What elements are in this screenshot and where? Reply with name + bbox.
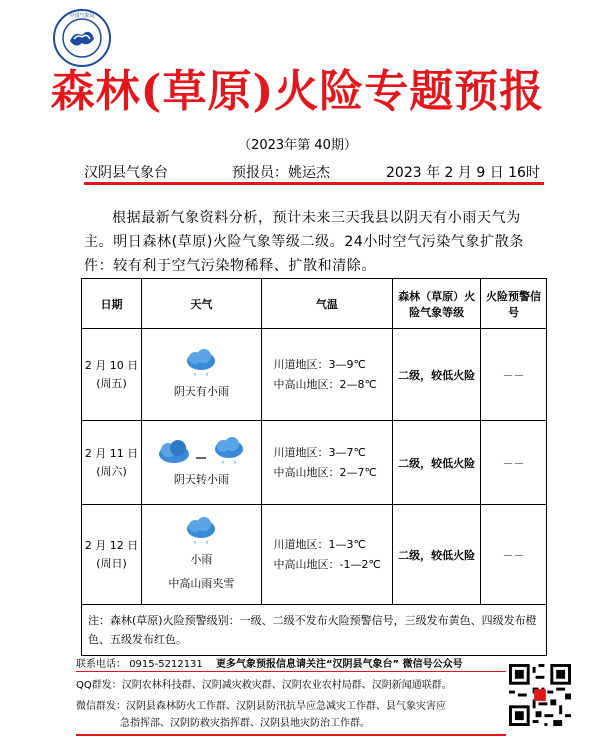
phone-label: 联系电话： bbox=[76, 659, 126, 670]
temp-valley: 川道地区：3—7℃ bbox=[273, 445, 366, 459]
row-weather: 小雨 bbox=[190, 553, 213, 566]
issue-datetime: 2023 年 2 月 9 日 16时 bbox=[386, 165, 540, 181]
qq-groups: QQ群发：汉阴农林科技群、汉阴减灾救灾群、汉阴农业农村局群、汉阴新闻通联群。 bbox=[76, 680, 452, 691]
intro-paragraph: 根据最新气象资料分析，预计未来三天我县以阴天有小雨天气为主。明日森林(草原)火险气象等级二级。24小时空气污染气象扩散条件：较有利于空气污染物稀释、扩散和清除。 bbox=[84, 210, 524, 274]
temp-mountain: 中高山地区：2—7℃ bbox=[273, 465, 377, 479]
footer-divider bbox=[76, 734, 506, 736]
header-divider bbox=[84, 182, 544, 185]
wechat-groups-2: 急指挥部、汉阴防救灾指挥群、汉阴县地灾防治工作群。 bbox=[120, 718, 370, 729]
table-note-row bbox=[82, 605, 547, 656]
fire-level: 二级，较低火险 bbox=[393, 421, 481, 505]
row-weather: 阴天有小雨 bbox=[173, 385, 229, 398]
contact-block bbox=[76, 656, 496, 732]
fire-level: 二级，较低火险 bbox=[393, 329, 481, 421]
forecast-table bbox=[81, 278, 547, 656]
warning-signal: －－ bbox=[481, 505, 547, 605]
temp-mountain: 中高山地区：2—8℃ bbox=[273, 377, 377, 391]
issue-number: （2023年第 40期） bbox=[238, 138, 357, 153]
header-fire-level: 森林（草原）火险气象等级 bbox=[393, 279, 481, 329]
rain-cloud-icon bbox=[211, 436, 247, 468]
header-temp: 气温 bbox=[261, 279, 393, 329]
warning-signal: －－ bbox=[481, 421, 547, 505]
row-weather-extra: 中高山雨夹雪 bbox=[168, 577, 235, 590]
temp-mountain: 中高山地区：-1—2℃ bbox=[273, 557, 381, 571]
table-row bbox=[82, 505, 547, 605]
warning-signal: －－ bbox=[481, 329, 547, 421]
table-row bbox=[82, 421, 547, 505]
arrow-to-icon bbox=[195, 438, 207, 468]
table-row bbox=[82, 329, 547, 421]
qr-code[interactable] bbox=[509, 664, 571, 726]
row-date: 2 月 12 日 bbox=[84, 538, 139, 552]
row-weekday: (周六) bbox=[96, 464, 127, 478]
temp-valley: 川道地区：3—9℃ bbox=[273, 357, 366, 371]
table-header-row bbox=[82, 279, 547, 329]
row-weekday: (周五) bbox=[96, 376, 127, 390]
row-date: 2 月 10 日 bbox=[84, 358, 139, 372]
wechat-groups-1: 微信群发：汉阴县森林防火工作群、汉阴县防汛抗旱应急减灾工作群、县气象灾害应 bbox=[76, 701, 446, 712]
header-date: 日期 bbox=[82, 279, 142, 329]
rain-cloud-icon bbox=[183, 516, 219, 548]
row-date: 2 月 11 日 bbox=[84, 446, 139, 460]
header-weather: 天气 bbox=[142, 279, 261, 329]
reporter: 预报员：姚运杰 bbox=[232, 165, 330, 181]
temp-valley: 川道地区：1—3℃ bbox=[273, 537, 366, 551]
logo-ring-text: 中国气象局 bbox=[69, 13, 95, 19]
org-name: 汉阴县气象台 bbox=[84, 165, 168, 181]
overcast-icon bbox=[156, 438, 192, 468]
contact-divider bbox=[76, 671, 506, 672]
header-warning-signal: 火险预警信号 bbox=[481, 279, 547, 329]
table-note: 注：森林(草原)火险预警级别：一级、二级不发布火险预警信号，三级发布黄色、四级发布橙色、五级发布红色。 bbox=[82, 605, 547, 656]
phone-number: 0915-5212131 bbox=[129, 659, 203, 670]
header-info bbox=[84, 159, 544, 181]
fire-level: 二级，较低火险 bbox=[393, 505, 481, 605]
page-title: 森林(草原)火险专题预报 bbox=[50, 66, 545, 117]
follow-wechat: 更多气象预报信息请关注“汉阴县气象台” 微信号公众号 bbox=[215, 659, 463, 670]
rain-cloud-icon bbox=[183, 348, 219, 380]
row-weather: 阴天转小雨 bbox=[173, 473, 229, 486]
cma-logo bbox=[52, 8, 112, 68]
row-weekday: (周日) bbox=[96, 556, 127, 570]
